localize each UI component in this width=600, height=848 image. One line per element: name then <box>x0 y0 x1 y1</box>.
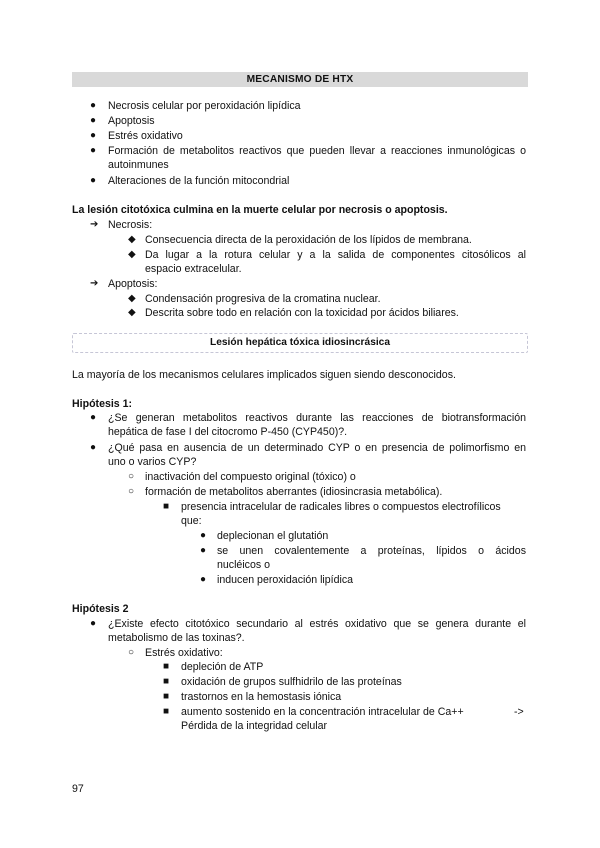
list-item: inducen peroxidación lipídica <box>217 574 354 586</box>
bullet-icon: ● <box>90 618 97 629</box>
square-bullet-icon: ■ <box>163 676 170 687</box>
bullet-icon: ● <box>90 115 97 126</box>
square-bullet-icon: ■ <box>163 661 170 672</box>
subsection-header-box <box>72 333 528 353</box>
square-bullet-icon: ■ <box>163 501 170 512</box>
list-item: ¿Se generan metabolitos reactivos durante las reacciones de biotransformación <box>108 412 526 424</box>
list-item: presencia intracelular de radicales libres o compuestos electrofílicos <box>181 501 501 513</box>
apoptosis-label: Apoptosis: <box>108 278 158 290</box>
diamond-bullet-icon: ◆ <box>128 234 136 245</box>
list-item-continuation: nucléicos o <box>217 559 270 571</box>
bullet-icon: ● <box>200 530 207 541</box>
circle-bullet-icon: ○ <box>128 486 135 497</box>
page-number: 97 <box>72 783 84 795</box>
section-title: MECANISMO DE HTX <box>246 74 354 85</box>
arrow-text: -> <box>514 706 524 718</box>
list-item: Da lugar a la rotura celular y a la salida de componentes citosólicos al <box>145 249 526 261</box>
hypothesis-1-title: Hipótesis 1: <box>72 398 133 410</box>
bullet-icon: ● <box>200 545 207 556</box>
list-item-continuation: espacio extracelular. <box>145 263 242 275</box>
square-bullet-icon: ■ <box>163 706 170 717</box>
bullet-icon: ● <box>90 100 97 111</box>
list-item: depleción de ATP <box>181 661 264 673</box>
necrosis-label: Necrosis: <box>108 219 153 231</box>
bullet-icon: ● <box>90 175 97 186</box>
circle-bullet-icon: ○ <box>128 647 135 658</box>
list-item: Estrés oxidativo <box>108 130 183 142</box>
bullet-icon: ● <box>90 442 97 453</box>
bullet-icon: ● <box>90 412 97 423</box>
list-item: Alteraciones de la función mitocondrial <box>108 175 290 187</box>
list-item-continuation: uno o varios CYP? <box>108 456 197 468</box>
diamond-bullet-icon: ◆ <box>128 307 136 318</box>
stress-label: Estrés oxidativo: <box>145 647 223 659</box>
arrow-right-icon: ➔ <box>90 278 99 289</box>
bullet-icon: ● <box>90 145 97 156</box>
list-item-continuation: hepática de fase I del citocromo P-450 (CYP450)?. <box>108 426 348 438</box>
bullet-icon: ● <box>90 130 97 141</box>
list-item: deplecionan el glutatión <box>217 530 329 542</box>
list-item: inactivación del compuesto original (tóxico) o <box>145 471 356 483</box>
list-item-continuation: que: <box>181 515 202 527</box>
list-item: ¿Qué pasa en ausencia de un determinado CYP o en presencia de polimorfismo en <box>108 442 526 454</box>
hypothesis-2-title: Hipótesis 2 <box>72 603 129 615</box>
square-bullet-icon: ■ <box>163 691 170 702</box>
list-item: Apoptosis <box>108 115 155 127</box>
list-item: Condensación progresiva de la cromatina nuclear. <box>145 293 381 305</box>
list-item: Necrosis celular por peroxidación lipídica <box>108 100 301 112</box>
cell-death-heading: La lesión citotóxica culmina en la muerte celular por necrosis o apoptosis. <box>72 204 448 216</box>
list-item: aumento sostenido en la concentración intracelular de Ca++ <box>181 706 464 718</box>
list-item: Consecuencia directa de la peroxidación de los lípidos de membrana. <box>145 234 472 246</box>
list-item-continuation: Pérdida de la integridad celular <box>181 720 328 732</box>
list-item: formación de metabolitos aberrantes (idiosincrasia metabólica). <box>145 486 443 498</box>
list-item-continuation: metabolismo de las toxinas?. <box>108 632 245 644</box>
arrow-right-icon: ➔ <box>90 219 99 230</box>
diamond-bullet-icon: ◆ <box>128 249 136 260</box>
list-item: se unen covalentemente a proteínas, lípidos o ácidos <box>217 545 526 557</box>
intro-paragraph: La mayoría de los mecanismos celulares implicados siguen siendo desconocidos. <box>72 369 456 381</box>
subsection-title: Lesión hepática tóxica idiosincrásica <box>209 337 391 348</box>
circle-bullet-icon: ○ <box>128 471 135 482</box>
list-item: oxidación de grupos sulfhidrilo de las proteínas <box>181 676 402 688</box>
list-item: ¿Existe efecto citotóxico secundario al estrés oxidativo que se genera durante el <box>108 618 526 630</box>
list-item-continuation: autoinmunes <box>108 159 169 171</box>
bullet-icon: ● <box>200 574 207 585</box>
list-item: trastornos en la hemostasis iónica <box>181 691 342 703</box>
list-item: Formación de metabolitos reactivos que pueden llevar a reacciones inmunológicas o <box>108 145 526 157</box>
section-header-bar <box>72 72 528 87</box>
diamond-bullet-icon: ◆ <box>128 293 136 304</box>
list-item: Descrita sobre todo en relación con la toxicidad por ácidos biliares. <box>145 307 459 319</box>
